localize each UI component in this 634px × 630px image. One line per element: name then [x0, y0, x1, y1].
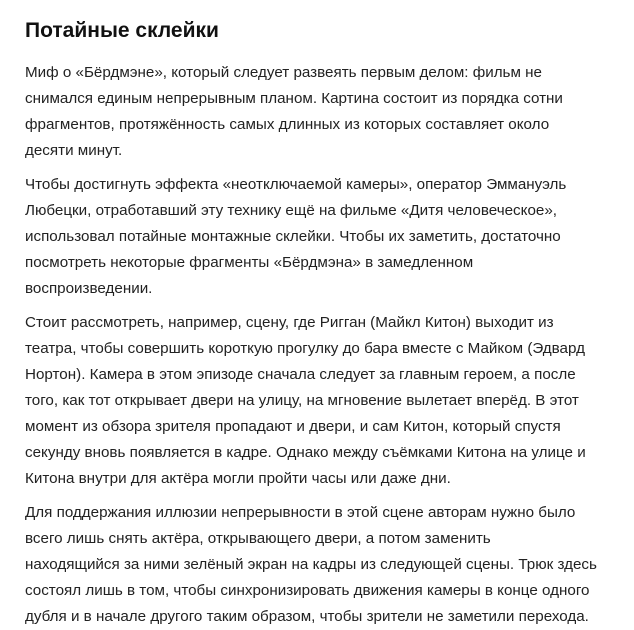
paragraph-line: состоял лишь в том, чтобы синхронизировать движения камеры в конце одного: [25, 582, 590, 599]
paragraph-line: фрагментов, протяжённость самых длинных из которых составляет около: [25, 116, 550, 133]
paragraph-line: секунду вновь появляется в кадре. Однако между съёмками Китона на улице и: [25, 444, 586, 461]
paragraph-line: десяти минут.: [25, 142, 123, 159]
paragraph-line: Чтобы достигнуть эффекта «неотключаемой камеры», оператор Эммануэль: [25, 176, 567, 193]
article: [25, 16, 615, 625]
article-title: Потайные склейки: [25, 19, 219, 42]
paragraph-line: находящийся за ними зелёный экран на кадры из следующей сцены. Трюк здесь: [25, 556, 597, 573]
paragraph-3: [25, 310, 586, 492]
paragraph-line: всего лишь снять актёра, открывающего двери, а потом заменить: [25, 530, 491, 547]
paragraph-2: [25, 172, 566, 302]
paragraph-4: [25, 500, 597, 630]
paragraph-line: Стоит рассмотреть, например, сцену, где Ригган (Майкл Китон) выходит из: [25, 314, 554, 331]
paragraph-line: использовал потайные монтажные склейки. Чтобы их заметить, достаточно: [25, 228, 561, 245]
paragraph-line: Для поддержания иллюзии непрерывности в этой сцене авторам нужно было: [25, 504, 576, 521]
paragraph-line: Любецки, отработавший эту технику ещё на фильме «Дитя человеческое»,: [25, 202, 558, 219]
paragraph-line: дубля и в начале другого таким образом, чтобы зрители не заметили перехода.: [25, 608, 589, 625]
paragraph-1: [25, 60, 563, 164]
paragraph-line: театра, чтобы совершить короткую прогулку до бара вместе с Майком (Эдвард: [25, 340, 585, 357]
paragraph-line: Нортон). Камера в этом эпизоде сначала следует за главным героем, а после: [25, 366, 576, 383]
paragraph-line: момент из обзора зрителя пропадают и двери, и сам Китон, который спустя: [25, 418, 561, 435]
paragraph-line: того, как тот открывает двери на улицу, на мгновение вылетает вперёд. В этот: [25, 392, 579, 409]
paragraph-line: Миф о «Бёрдмэне», который следует развеять первым делом: фильм не: [25, 64, 542, 81]
paragraph-line: воспроизведении.: [25, 280, 153, 297]
paragraph-line: Китона внутри для актёра могли пройти часы или даже дни.: [25, 470, 451, 487]
paragraph-line: посмотреть некоторые фрагменты «Бёрдмэна» в замедленном: [25, 254, 474, 271]
paragraph-line: снимался единым непрерывным планом. Картина состоит из порядка сотни: [25, 90, 563, 107]
